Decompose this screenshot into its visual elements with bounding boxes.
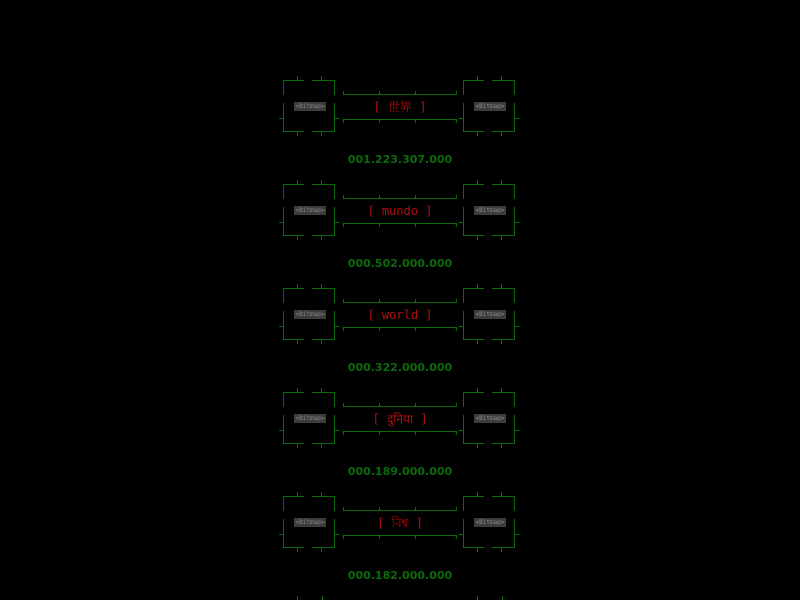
frame-tick [321,340,322,344]
speaker-count: 000.502.000.000 [347,257,453,270]
entry-world-hi [280,392,520,496]
frame-tick [477,444,478,448]
frame-gap [334,511,335,519]
bitmap-badge-right: <Bitmap> [475,103,505,110]
frame-tick [459,326,463,327]
banner-tick [456,431,457,435]
frame-gap [514,511,515,519]
frame-gap [334,407,335,415]
frame-tick [297,76,298,80]
frame-tick [501,236,502,240]
bitmap-badge-left: <Bitmap> [295,207,325,214]
bitmap-frame-right [463,80,515,132]
word-banner [343,406,457,432]
frame-tick [501,76,502,80]
frame-tick [515,534,519,535]
bitmap-frame-left [283,184,335,236]
banner-tick [343,91,344,95]
frame-gap [304,184,312,185]
frame-tick [515,326,519,327]
frame-tick [297,492,298,496]
banner-tick [456,119,457,123]
banner-tick [415,431,416,435]
frame-gap [484,547,492,548]
frame-gap [283,95,284,103]
frame-gap [484,80,492,81]
banner-tick [456,403,457,407]
banner-tick [456,299,457,303]
frame-gap [304,288,312,289]
frame-gap [304,339,312,340]
frame-tick [297,548,298,552]
frame-tick [477,284,478,288]
entry-world-bn [280,496,520,600]
frame-tick [501,132,502,136]
frame-tick [477,132,478,136]
next-entry-tick [502,596,503,600]
frame-tick [459,534,463,535]
frame-gap [484,443,492,444]
frame-tick [321,76,322,80]
frame-tick [297,284,298,288]
frame-tick [321,548,322,552]
frame-gap [484,339,492,340]
frame-tick [297,388,298,392]
frame-tick [321,180,322,184]
banner-tick [343,327,344,331]
bitmap-badge-left: <Bitmap> [295,311,325,318]
frame-tick [501,388,502,392]
frame-tick [321,284,322,288]
frame-gap [304,392,312,393]
frame-gap [334,199,335,207]
frame-gap [463,511,464,519]
frame-tick [279,118,283,119]
banner-tick [343,507,344,511]
banner-tick [415,223,416,227]
frame-tick [477,548,478,552]
frame-gap [334,303,335,311]
frame-gap [484,235,492,236]
frame-gap [463,95,464,103]
frame-tick [335,326,339,327]
bitmap-frame-right [463,392,515,444]
speaker-count: 000.189.000.000 [347,465,453,478]
entry-world-en [280,288,520,392]
frame-tick [297,132,298,136]
speaker-count: 001.223.307.000 [347,153,453,166]
frame-gap [283,303,284,311]
frame-tick [459,222,463,223]
word-banner [343,94,457,120]
bitmap-frame-left [283,392,335,444]
frame-tick [279,430,283,431]
frame-gap [514,199,515,207]
frame-tick [501,180,502,184]
frame-gap [463,303,464,311]
frame-gap [304,443,312,444]
banner-tick [415,507,416,511]
frame-gap [304,131,312,132]
frame-tick [477,492,478,496]
banner-tick [379,327,380,331]
frame-tick [477,388,478,392]
banner-tick [343,535,344,539]
frame-tick [515,118,519,119]
bitmap-badge-right: <Bitmap> [475,207,505,214]
frame-tick [297,236,298,240]
banner-tick [343,223,344,227]
frame-gap [304,235,312,236]
frame-tick [459,118,463,119]
word-label: [ বিশ্ব ] [377,516,423,530]
frame-tick [335,118,339,119]
frame-tick [279,326,283,327]
frame-tick [335,430,339,431]
frame-tick [477,180,478,184]
frame-tick [477,340,478,344]
frame-tick [501,340,502,344]
banner-tick [379,91,380,95]
banner-tick [343,195,344,199]
frame-gap [334,95,335,103]
frame-gap [484,496,492,497]
speaker-count: 000.182.000.000 [347,569,453,582]
word-label: [ world ] [367,308,433,322]
frame-tick [515,430,519,431]
banner-tick [456,535,457,539]
frame-tick [501,548,502,552]
next-entry-tick [477,596,478,600]
frame-gap [304,496,312,497]
frame-gap [283,199,284,207]
banner-tick [415,119,416,123]
frame-gap [304,547,312,548]
frame-tick [335,534,339,535]
banner-tick [415,195,416,199]
frame-gap [514,95,515,103]
word-label: [ दुनिया ] [372,412,428,426]
word-banner [343,198,457,224]
frame-gap [283,511,284,519]
frame-gap [283,407,284,415]
bitmap-frame-left [283,288,335,340]
frame-tick [321,236,322,240]
next-entry-tick [322,596,323,600]
entry-world-es [280,184,520,288]
bitmap-frame-right [463,288,515,340]
banner-tick [379,223,380,227]
frame-gap [484,131,492,132]
frame-tick [515,222,519,223]
banner-tick [415,91,416,95]
bitmap-frame-right [463,496,515,548]
bitmap-badge-right: <Bitmap> [475,311,505,318]
frame-tick [477,76,478,80]
frame-gap [484,184,492,185]
banner-tick [379,431,380,435]
frame-tick [321,132,322,136]
frame-tick [321,444,322,448]
frame-tick [501,444,502,448]
frame-gap [484,288,492,289]
bitmap-frame-left [283,496,335,548]
frame-gap [514,303,515,311]
frame-tick [459,430,463,431]
bitmap-frame-left [283,80,335,132]
word-banner [343,510,457,536]
banner-tick [456,195,457,199]
frame-tick [297,340,298,344]
bitmap-badge-left: <Bitmap> [295,415,325,422]
speaker-count: 000.322.000.000 [347,361,453,374]
frame-tick [297,180,298,184]
bitmap-frame-right [463,184,515,236]
frame-tick [321,492,322,496]
banner-tick [379,299,380,303]
frame-tick [501,492,502,496]
bitmap-badge-left: <Bitmap> [295,519,325,526]
frame-gap [484,392,492,393]
frame-gap [514,407,515,415]
word-banner [343,302,457,328]
bitmap-badge-right: <Bitmap> [475,519,505,526]
banner-tick [415,403,416,407]
banner-tick [343,119,344,123]
banner-tick [379,119,380,123]
banner-tick [456,223,457,227]
frame-tick [335,222,339,223]
frame-tick [279,222,283,223]
entry-world-zh [280,80,520,184]
next-entry-tick [297,596,298,600]
frame-tick [477,236,478,240]
bitmap-badge-right: <Bitmap> [475,415,505,422]
banner-tick [415,327,416,331]
banner-tick [415,535,416,539]
banner-tick [456,507,457,511]
banner-tick [379,535,380,539]
frame-gap [463,407,464,415]
banner-tick [379,195,380,199]
banner-tick [379,507,380,511]
word-label: [ mundo ] [367,204,433,218]
frame-tick [321,388,322,392]
banner-tick [379,403,380,407]
frame-gap [304,80,312,81]
frame-tick [501,284,502,288]
banner-tick [343,431,344,435]
frame-tick [279,534,283,535]
banner-tick [415,299,416,303]
banner-tick [343,299,344,303]
bitmap-badge-left: <Bitmap> [295,103,325,110]
banner-tick [343,403,344,407]
banner-tick [456,327,457,331]
frame-gap [463,199,464,207]
frame-tick [297,444,298,448]
banner-tick [456,91,457,95]
word-label: [ 世界 ] [373,100,427,114]
